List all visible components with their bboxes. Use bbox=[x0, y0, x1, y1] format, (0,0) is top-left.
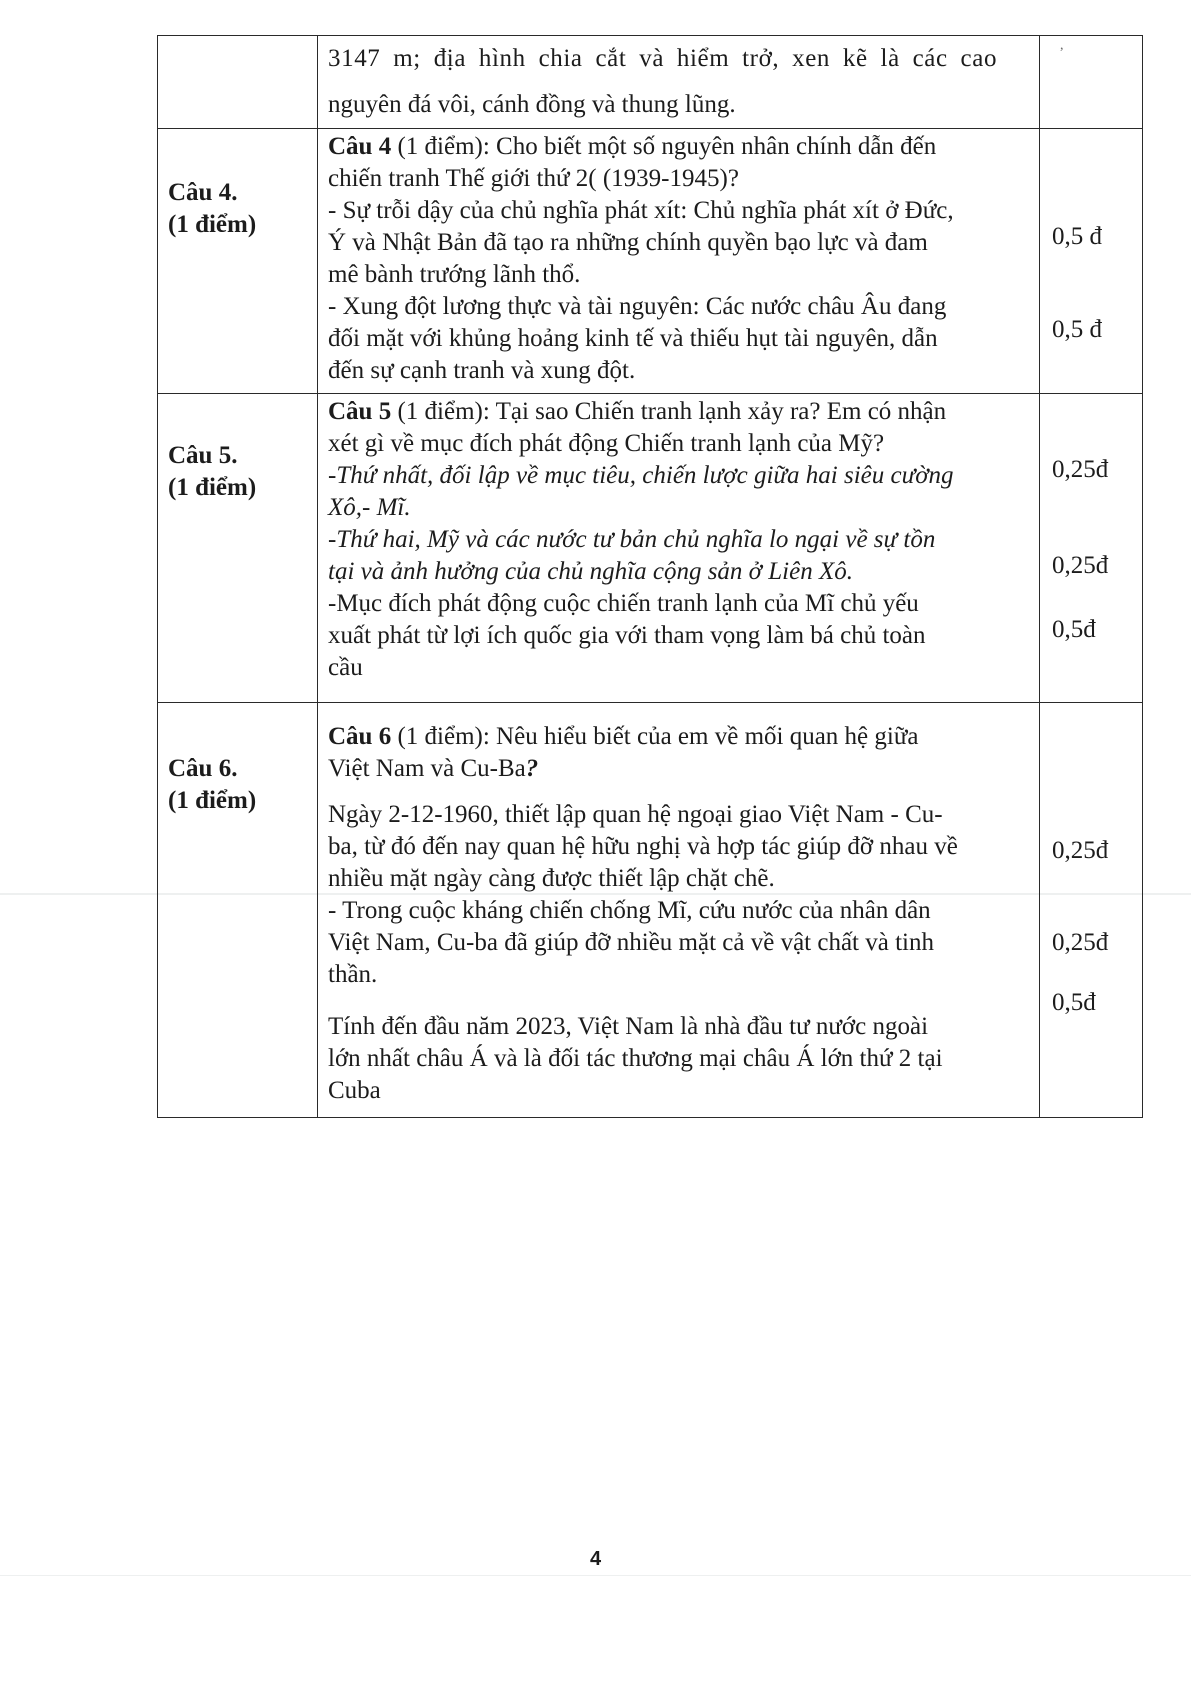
content-line: Cuba bbox=[328, 1077, 381, 1104]
score-value: 0,5 đ bbox=[1052, 223, 1102, 250]
content-line: - Sự trỗi dậy của chủ nghĩa phát xít: Chủ nghĩa phát xít ở Đức, bbox=[328, 197, 954, 224]
page-number: 4 bbox=[589, 1548, 602, 1570]
score-value: 0,25đ bbox=[1052, 456, 1109, 483]
question-cell bbox=[158, 36, 318, 129]
prompt-text: (1 điểm): Nêu hiểu biết của em về mối quan hệ giữa bbox=[391, 723, 919, 750]
score-cell bbox=[1040, 703, 1143, 1118]
question-label: Câu 6. bbox=[168, 755, 238, 782]
content-cell bbox=[318, 703, 1040, 1118]
table-row-cau-4 bbox=[158, 129, 1143, 394]
content-line: -Mục đích phát động cuộc chiến tranh lạnh của Mĩ chủ yếu bbox=[328, 590, 919, 617]
content-line: nhiều mặt ngày càng được thiết lập chặt chẽ. bbox=[328, 865, 775, 892]
question-prompt bbox=[328, 721, 1031, 753]
content-cell bbox=[318, 36, 1040, 129]
question-label: Câu 5. bbox=[168, 442, 238, 469]
content-line-italic: -Thứ nhất, đối lập về mục tiêu, chiến lược giữa hai siêu cường bbox=[328, 462, 954, 489]
score-value: 0,25đ bbox=[1052, 552, 1109, 579]
content-line: thần. bbox=[328, 961, 378, 988]
prompt-text: (1 điểm): Cho biết một số nguyên nhân chính dẫn đến bbox=[391, 133, 937, 160]
question-prompt bbox=[328, 131, 1031, 163]
prompt-end: ? bbox=[525, 755, 539, 782]
score-cell bbox=[1040, 394, 1143, 703]
score-cell bbox=[1040, 129, 1143, 394]
content-line: nguyên đá vôi, cánh đồng và thung lũng. bbox=[328, 91, 736, 118]
content-line: 3147 m; địa hình chia cắt và hiểm trở, xen kẽ là các cao bbox=[328, 45, 998, 72]
question-cell bbox=[158, 703, 318, 1118]
question-prompt-line2: xét gì về mục đích phát động Chiến tranh lạnh của Mỹ? bbox=[328, 430, 885, 457]
table-row-cau-5 bbox=[158, 394, 1143, 703]
content-line: Việt Nam, Cu-ba đã giúp đỡ nhiều mặt cả về vật chất và tinh bbox=[328, 929, 934, 956]
content-cell bbox=[318, 394, 1040, 703]
score-value: 0,25đ bbox=[1052, 929, 1109, 956]
question-points: (1 điểm) bbox=[168, 474, 257, 501]
content-cell bbox=[318, 129, 1040, 394]
question-prompt-line2: chiến tranh Thế giới thứ 2( (1939-1945)? bbox=[328, 165, 739, 192]
content-line: đến sự cạnh tranh và xung đột. bbox=[328, 357, 636, 384]
content-line-italic: Xô,- Mĩ. bbox=[328, 494, 411, 521]
prompt-text: Việt Nam và Cu-Ba bbox=[328, 755, 526, 782]
content-line: mê bành trướng lãnh thổ. bbox=[328, 261, 581, 288]
score-value: 0,5đ bbox=[1052, 989, 1096, 1016]
answer-table bbox=[157, 35, 1143, 1118]
prompt-bold: Câu 5 bbox=[328, 398, 392, 425]
score-mark: , bbox=[1060, 38, 1064, 53]
question-prompt bbox=[328, 396, 1031, 428]
content-line: Ý và Nhật Bản đã tạo ra những chính quyền bạo lực và đam bbox=[328, 229, 928, 256]
question-cell bbox=[158, 129, 318, 394]
score-value: 0,5đ bbox=[1052, 616, 1096, 643]
content-line: - Trong cuộc kháng chiến chống Mĩ, cứu nước của nhân dân bbox=[328, 897, 931, 924]
content-line: đối mặt với khủng hoảng kinh tế và thiếu hụt tài nguyên, dẫn bbox=[328, 325, 938, 352]
content-line: ba, từ đó đến nay quan hệ hữu nghị và hợp tác giúp đỡ nhau về bbox=[328, 833, 958, 860]
prompt-bold: Câu 6 bbox=[328, 723, 392, 750]
content-line: cầu bbox=[328, 654, 363, 681]
table-row-cau-6 bbox=[158, 703, 1143, 1118]
score-value: 0,25đ bbox=[1052, 837, 1109, 864]
scan-artifact-line bbox=[0, 1575, 1191, 1576]
content-line: xuất phát từ lợi ích quốc gia với tham vọng làm bá chủ toàn bbox=[328, 622, 926, 649]
question-points: (1 điểm) bbox=[168, 787, 257, 814]
content-line: Tính đến đầu năm 2023, Việt Nam là nhà đầu tư nước ngoài bbox=[328, 1013, 929, 1040]
question-cell bbox=[158, 394, 318, 703]
content-line: lớn nhất châu Á và là đối tác thương mại châu Á lớn thứ 2 tại bbox=[328, 1045, 943, 1072]
score-value: 0,5 đ bbox=[1052, 316, 1102, 343]
score-cell bbox=[1040, 36, 1143, 129]
question-points: (1 điểm) bbox=[168, 211, 257, 238]
prompt-text: (1 điểm): Tại sao Chiến tranh lạnh xảy ra? Em có nhận bbox=[391, 398, 947, 425]
content-line: Ngày 2-12-1960, thiết lập quan hệ ngoại giao Việt Nam - Cu- bbox=[328, 801, 943, 828]
table-row-continuation bbox=[158, 36, 1143, 129]
question-prompt-line2 bbox=[328, 753, 1031, 785]
question-label: Câu 4. bbox=[168, 179, 238, 206]
prompt-bold: Câu 4 bbox=[328, 133, 392, 160]
content-line: - Xung đột lương thực và tài nguyên: Các nước châu Âu đang bbox=[328, 293, 947, 320]
content-line-italic: -Thứ hai, Mỹ và các nước tư bản chủ nghĩa lo ngại về sự tồn bbox=[328, 526, 936, 553]
content-line-italic: tại và ảnh hưởng của chủ nghĩa cộng sản ở Liên Xô. bbox=[328, 558, 853, 585]
